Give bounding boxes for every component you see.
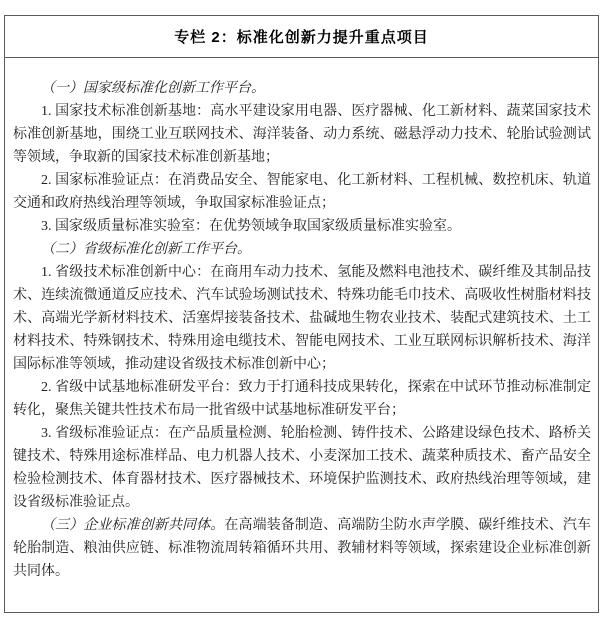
paragraph-text: 1. 国家技术标准创新基地：高水平建设家用电器、医疗器械、化工新材料、蔬菜国家技术标准创新基地，围绕工业互联网技术、海洋装备、动力系统、磁悬浮动力技术、轮胎试验测试等领域，争取新的国家技术标准创新基地； bbox=[13, 104, 591, 165]
paragraph-text: 3. 国家级质量标准实验室：在优势领域争取国家级质量标准实验室。 bbox=[41, 219, 461, 234]
paragraph bbox=[13, 77, 591, 100]
paragraph bbox=[13, 215, 591, 238]
column-panel-body bbox=[5, 58, 598, 583]
paragraph bbox=[13, 514, 591, 583]
paragraph-text: 在高端装备制造、高端防尘防水声学膜、碳纤维技术、汽车轮胎制造、粮油供应链、标准物流周转箱循环共用、教辅材料等领域，探索建设企业标准创新共同体。 bbox=[13, 518, 592, 579]
column-title: 专栏 2：标准化创新力提升重点项目 bbox=[174, 29, 429, 46]
column-panel-header bbox=[5, 16, 598, 58]
paragraph bbox=[13, 100, 591, 169]
paragraph bbox=[13, 422, 591, 514]
paragraph bbox=[13, 261, 591, 376]
paragraph bbox=[13, 238, 591, 261]
section-heading: （三）企业标准创新共同体。 bbox=[41, 518, 225, 533]
section-heading: （二）省级标准化创新工作平台。 bbox=[41, 242, 251, 257]
paragraph-text: 2. 省级中试基地标准研发平台：致力于打通科技成果转化，探索在中试环节推动标准制定转化，聚焦关键共性技术布局一批省级中试基地标准研发平台； bbox=[13, 380, 591, 418]
paragraph bbox=[13, 169, 591, 215]
paragraph-text: 1. 省级技术标准创新中心：在商用车动力技术、氢能及燃料电池技术、碳纤维及其制品技术、连续流微通道反应技术、汽车试验场测试技术、特殊功能毛巾技术、高吸收性树脂材料技术、高端光学新材料技术、活塞焊接装备技术、盐碱地生物农业技术、装配式建筑技术、土工材料技术、特殊钢技术、特殊用途电缆技术、智能电网技术、工业互联网标识解析技术、海洋国际标准等领域，推动建设省级技术标准创新中心； bbox=[13, 265, 591, 372]
paragraph-text: 2. 国家标准验证点：在消费品安全、智能家电、化工新材料、工程机械、数控机床、轨道交通和政府热线治理等领域，争取国家标准验证点； bbox=[13, 173, 591, 211]
section-heading: （一）国家级标准化创新工作平台。 bbox=[41, 81, 265, 96]
paragraph-text: 3. 省级标准验证点：在产品质量检测、轮胎检测、铸件技术、公路建设绿色技术、路桥关键技术、特殊用途标准样品、电力机器人技术、小麦深加工技术、蔬菜种质技术、畜产品安全检验检测技术、体育器材技术、医疗器械技术、环境保护监测技术、政府热线治理等领域，建设省级标准验证点。 bbox=[13, 426, 591, 510]
paragraph bbox=[13, 376, 591, 422]
column-panel bbox=[4, 15, 599, 613]
